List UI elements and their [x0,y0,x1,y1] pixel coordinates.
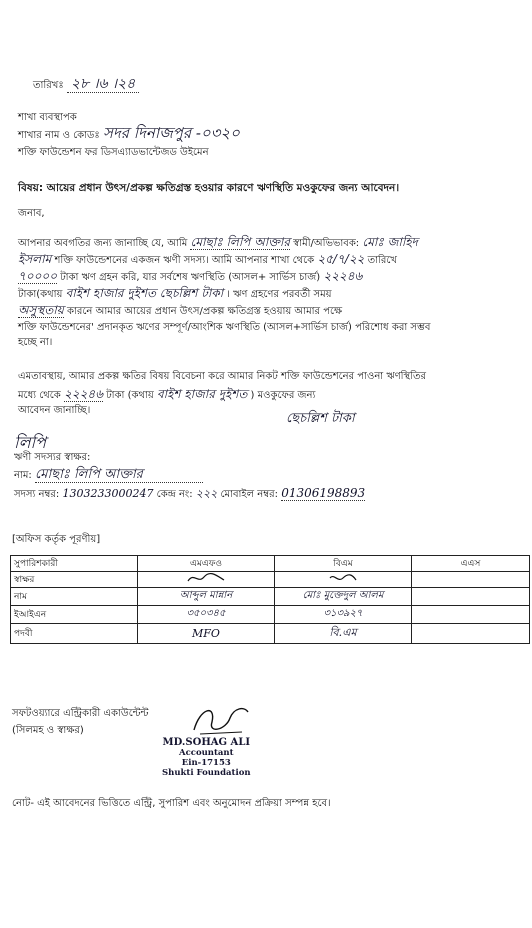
para1-line2 [18,253,397,267]
mfo-designation: MFO [138,624,275,644]
para2-text-d: ) মওকুফের জন্য [250,390,316,401]
para1-line7: হচ্ছে না। [18,337,53,348]
software-entry-label: সফটওয়্যারে এন্ট্রিকারী একাউন্টেন্ট [12,708,149,719]
mobile-label: মোবাইল নম্বর: [220,489,278,500]
para2-text-b: মধ্যে থেকে [18,390,61,401]
office-row-signature [11,572,530,588]
para1-line1 [18,236,418,250]
bm-designation: বি.এম [275,624,412,644]
bm-ein: ৩১৩৯২৭ [275,606,412,624]
para1-text-h: । ঋণ গ্রহণের পরবর্তী সময় [226,289,332,300]
applicant-name-handwritten: মোছাঃ লিপি আক্তার [190,235,290,249]
as-designation [412,624,530,644]
member-row [14,487,365,501]
para1-text-b: স্বামী/অভিভাবক: [293,238,360,249]
reason-handwritten: অসুস্থতায় [18,303,64,317]
date-value: ২৮ ।৬ ।২৪ [67,76,139,93]
recipient-title: শাখা ব্যবস্থাপক [18,112,77,123]
para1-line3 [18,270,362,284]
branch-label: শাখার নাম ও কোডঃ [18,130,100,141]
office-row-name [11,588,530,606]
office-row-ein [11,606,530,624]
waiver-amount-handwritten: ২২২৪৬ [64,387,103,401]
footer-note: নোট- এই আবেদনের ভিত্তিতে এন্ট্রি, সুপারিশ এবং অনুমোদন প্রক্রিয়া সম্পন্ন হবে। [12,798,331,809]
para1-line4 [18,287,332,301]
para2-line2 [18,388,315,402]
stamp-ein: Ein-17153 [181,758,231,768]
applicant-signature: লিপি [14,433,46,452]
para1-text-g: টাকা(কথায় [18,289,63,300]
stamp-org: Shukti Foundation [162,768,251,778]
as-signature [412,572,530,588]
loan-date-handwritten: ২৫/৭/২২ [317,252,365,266]
para1-text-f: টাকা ঋণ গ্রহন করি, যার সর্বশেষ ঋণস্থিতি (আসল+ সার্ভিস চার্জ) [60,272,321,283]
balance-words-handwritten: বাইশ হাজার দুইশত ছেচল্লিশ টাকা [65,286,224,300]
as-name [412,588,530,606]
row-label: স্বাক্ষর [11,572,138,588]
mfo-ein: ৩৫০৩৪৫ [138,606,275,624]
center-label: কেন্দ্র নং: [156,489,193,500]
office-header-row [11,556,530,572]
applicant-name-value: মোছাঃ লিপি আক্তার [35,467,203,483]
mfo-name: আব্দুল মান্নান [138,588,275,606]
para1-text-a: আপনার অবগতির জন্য জানাচ্ছি যে, আমি [18,238,188,249]
row-label: পদবী [11,624,138,644]
header-mfo: এমএফও [138,556,275,572]
office-table [10,555,530,644]
applicant-name-row [14,468,203,482]
stamp-name: MD.SOHAG ALI [162,737,251,748]
office-row-designation [11,624,530,644]
row-label: ইআইএন [11,606,138,624]
para1-line6: শক্তি ফাউন্ডেশনের' প্রদানকৃত ঋণের সম্পূর্ণ/আংশিক ঋণস্থিতি (আসল+সার্ভিস চার্জ) পরিশোধ করা সম্ভব [18,322,431,333]
branch-row [18,124,240,142]
member-label: সদস্য নম্বর: [14,489,60,500]
header-bm: বিএম [275,556,412,572]
row-label: নাম [11,588,138,606]
para2-text-c: টাকা (কথায় [106,390,154,401]
subject-text: আয়ের প্রধান উৎস/প্রকল্প ক্ষতিগ্রস্ত হওয়ার কারণে ঋণস্থিতি মওকুফের জন্য আবেদন। [46,182,400,194]
accountant-stamp [162,737,251,778]
para2-line1: এমতাবস্থায়, আমার প্রকল্প ক্ষতির বিষয় বিবেচনা করে আমার নিকট শক্তি ফাউন্ডেশনের পাওনা ঋণস্থিতির [18,371,427,382]
mobile-number: 01306198893 [281,486,366,500]
para2-line3: আবেদন জানাচ্ছি। [18,405,91,416]
subject-label: বিষয়: [18,182,44,194]
stamp-title: Accountant [179,748,234,758]
date-row [33,78,139,92]
member-number: 1303233000247 [62,487,154,500]
signature-label: ঋণী সদস্যর স্বাক্ষর: [14,452,91,463]
bm-name: মোঃ মুক্তেদুল আলম [275,588,412,606]
para1-line5 [18,304,342,318]
loan-amount-handwritten: ৭০০০০ [18,269,58,283]
bm-signature-scribble [328,572,358,584]
date-label: তারিখঃ [33,80,64,91]
bm-signature [275,572,412,588]
header-as: এএস [412,556,530,572]
center-number: ২২২ [195,487,218,500]
guardian-handwritten: মোঃ জাহিদ [362,235,418,249]
name-label: নাম: [14,470,32,481]
waiver-words-handwritten-2: ছেচল্লিশ টাকা [286,411,355,426]
para1-text-i: কারনে আমার আয়ের প্রধান উৎস/প্রকল্প ক্ষতিগ্রস্ত হওয়ায় আমার পক্ষে [67,306,343,317]
org-name: শক্তি ফাউন্ডেশন ফর ডিসএ্যাডভান্টেজড উইমেন [18,147,209,158]
mfo-signature [138,572,275,588]
header-recommender: সুপারিশকারী [11,556,138,572]
office-section-title: [অফিস কর্তৃক পূরণীয়] [12,534,101,545]
accountant-signature [186,700,252,740]
mfo-signature-scribble [186,572,226,584]
para1-text-d: শক্তি ফাউন্ডেশনের একজন ঋণী সদস্য। আমি আপনার শাখা থেকে [54,255,315,266]
as-ein [412,606,530,624]
software-entry-sub: (সিলমহ ও স্বাক্ষর) [12,725,84,736]
para1-text-e: তারিখে [367,255,397,266]
branch-value: সদর দিনাজপুর -০৩২০ [102,124,240,142]
guardian-handwritten-2: ইসলাম [18,252,52,266]
waiver-words-handwritten: বাইশ হাজার দুইশত [156,387,248,401]
balance-handwritten: ২২২৪৬ [323,269,363,283]
salutation: জনাব, [18,208,45,219]
subject-line [18,181,399,198]
